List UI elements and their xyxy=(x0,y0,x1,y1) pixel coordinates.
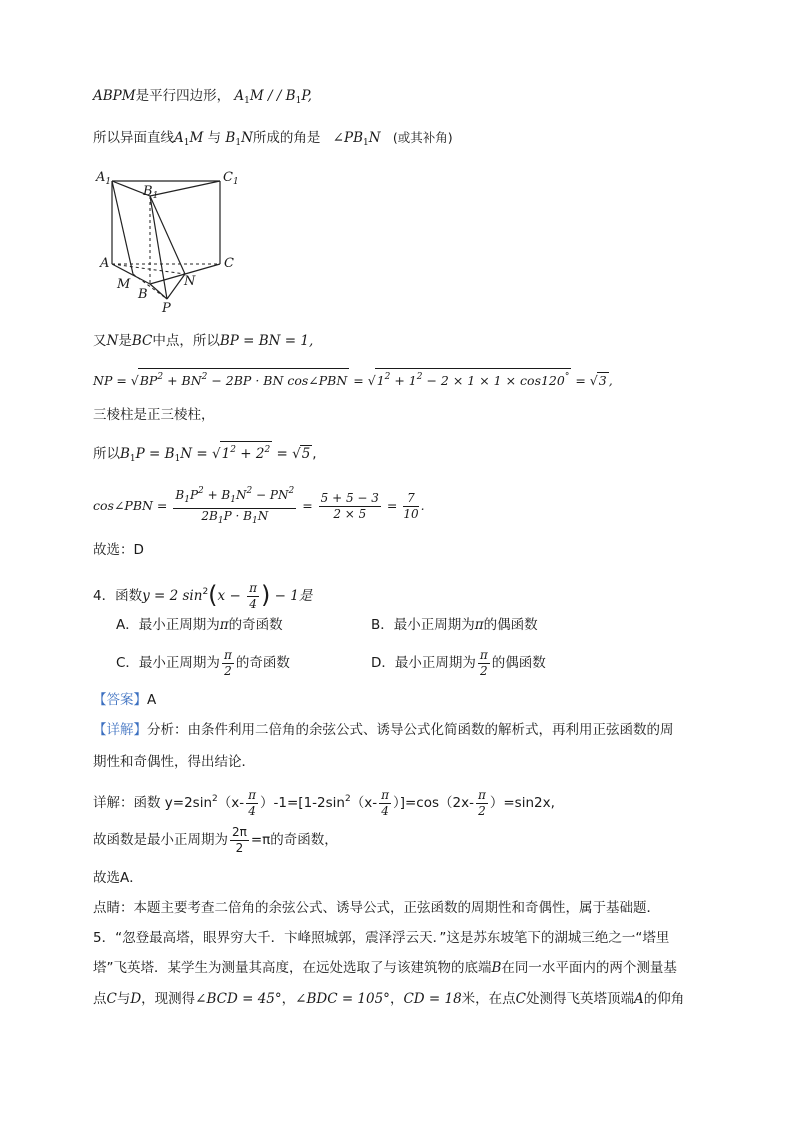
formula-cos-pbn: cos∠PBN = $\frac{B_1P^2 + B_1N^2 - PN^2}{2B_1P \cdot B_1N}$ = $\frac{5 + 5 - 3}{2 \times 5}$ = $\frac{7}{10}$ . xyxy=(93,486,425,526)
text: 又 xyxy=(93,333,107,349)
label-a: A xyxy=(100,256,110,271)
option-d[interactable]: D．最小正周期为 $\frac{\pi}{2}$ 的偶函数 xyxy=(371,647,546,678)
math-sub: 1 xyxy=(183,138,190,148)
label-p: P xyxy=(162,301,171,316)
text-line-2 xyxy=(93,128,453,153)
text: 中点，所以 xyxy=(152,333,220,349)
answer-tag: 【答案】 xyxy=(93,692,147,708)
text-line-6: 所以$B_1P = B_1N = √1^2 + 2^2 = √5$ , xyxy=(93,441,317,469)
math-abpm: ABPM xyxy=(93,88,136,104)
label-c1: $C_1$ xyxy=(223,170,239,187)
text: (或其补角) xyxy=(392,130,453,145)
math-sub: 1 xyxy=(295,96,302,106)
label-b: B xyxy=(138,287,148,302)
question-5-line-2: 塔”飞英塔．某学生为测量其高度，在远处选取了与该建筑物的底端B在同一水平面内的两个测量基 xyxy=(93,960,677,976)
math-sub: 1 xyxy=(363,138,369,148)
detail-line-3: 详解：函数 $y=2\sin^2(x-$ $\frac{\pi}{4}$ ）$-1=[1-2\sin^2(x-$ $\frac{\pi}{4}$ ）]=cos（2x- $\frac{\pi}{2}$ ）=sin2x, xyxy=(93,787,555,818)
question-4: 4．函数y = 2 $\sin^2(x$ − $\frac{\pi}{4}$ ) − 1是 xyxy=(93,580,313,611)
text-line-3 xyxy=(93,331,313,351)
math: N xyxy=(241,130,253,146)
math: P, xyxy=(301,88,312,104)
math-sub: 1 xyxy=(244,96,250,106)
text: 与 xyxy=(207,130,222,146)
math: A xyxy=(234,88,245,104)
math: BP = BN = 1, xyxy=(219,333,314,349)
question-5-line-3: 点C与D，现测得∠BCD = 45°，∠BDC = 105°，CD = 18米，在点C处测得飞英塔顶端A的仰角 xyxy=(93,991,685,1007)
math: M xyxy=(189,130,204,146)
text-line-1 xyxy=(93,86,312,111)
math: B xyxy=(225,130,236,146)
text: 是平行四边形， xyxy=(135,88,231,104)
edge-b1-c1 xyxy=(150,181,220,196)
detail-line-2: 期性和奇偶性，得出结论． xyxy=(93,754,255,770)
label-n: N xyxy=(184,274,196,289)
text-line-8: 故选：D xyxy=(93,542,144,558)
text: 所以异面直线 xyxy=(93,130,174,146)
option-c[interactable]: C．最小正周期为 $\frac{\pi}{2}$ 的奇函数 xyxy=(116,647,290,678)
question-5-line-1: 5．“忽登最高塔，眼界穷大千．卞峰照城郭，震泽浮云天．”这是苏东坡笔下的湖城三绝之一“塔里 xyxy=(93,930,670,946)
detail-line-5: 故选A． xyxy=(93,870,143,886)
edge-b1-n xyxy=(150,196,185,274)
note-line: 点睛：本题主要考查二倍角的余弦公式、诱导公式，正弦函数的周期性和奇偶性，属于基础题． xyxy=(93,900,660,916)
math: ∠PB xyxy=(332,130,363,146)
math: M xyxy=(249,88,264,104)
math: N xyxy=(368,130,381,146)
math: BC xyxy=(131,333,153,349)
label-m: M xyxy=(117,277,131,292)
math: B xyxy=(285,88,296,104)
label-a1: $A_1$ xyxy=(96,170,112,187)
math: N xyxy=(106,333,119,349)
detail-line-1: 【详解】分析：由条件利用二倍角的余弦公式、诱导公式化简函数的解析式，再利用正弦函数的周 xyxy=(93,722,674,738)
text-line-5: 三棱柱是正三棱柱， xyxy=(93,407,215,423)
math: / / xyxy=(263,88,286,104)
math-sub: 1 xyxy=(235,138,242,148)
detail-line-4: 故函数是最小正周期为 $\frac{2\pi}{2}$ =π的奇函数， xyxy=(93,824,338,855)
label-c: C xyxy=(224,256,234,271)
detail-tag: 【详解】 xyxy=(93,722,147,738)
answer-value: A xyxy=(147,692,157,708)
option-b[interactable]: B．最小正周期为π的偶函数 xyxy=(371,617,538,633)
prism-figure xyxy=(90,166,250,316)
edge-a-n-dashed xyxy=(112,264,185,274)
text: 所成的角是 xyxy=(252,130,321,146)
formula-np: NP = $√BP^2 + BN^2 - 2BP$ · BN cos∠PBN = $√1^2 + 1^2 - 2 \times 1 \times 1 \times \cos 120^\circ = √3$ , xyxy=(93,368,613,391)
math: A xyxy=(174,130,184,146)
option-a[interactable]: A．最小正周期为π的奇函数 xyxy=(116,617,283,633)
text: 是 xyxy=(118,333,132,349)
edge-a1-m xyxy=(112,181,133,274)
label-b1: $B_1$ xyxy=(143,184,159,201)
answer-line xyxy=(93,690,156,710)
